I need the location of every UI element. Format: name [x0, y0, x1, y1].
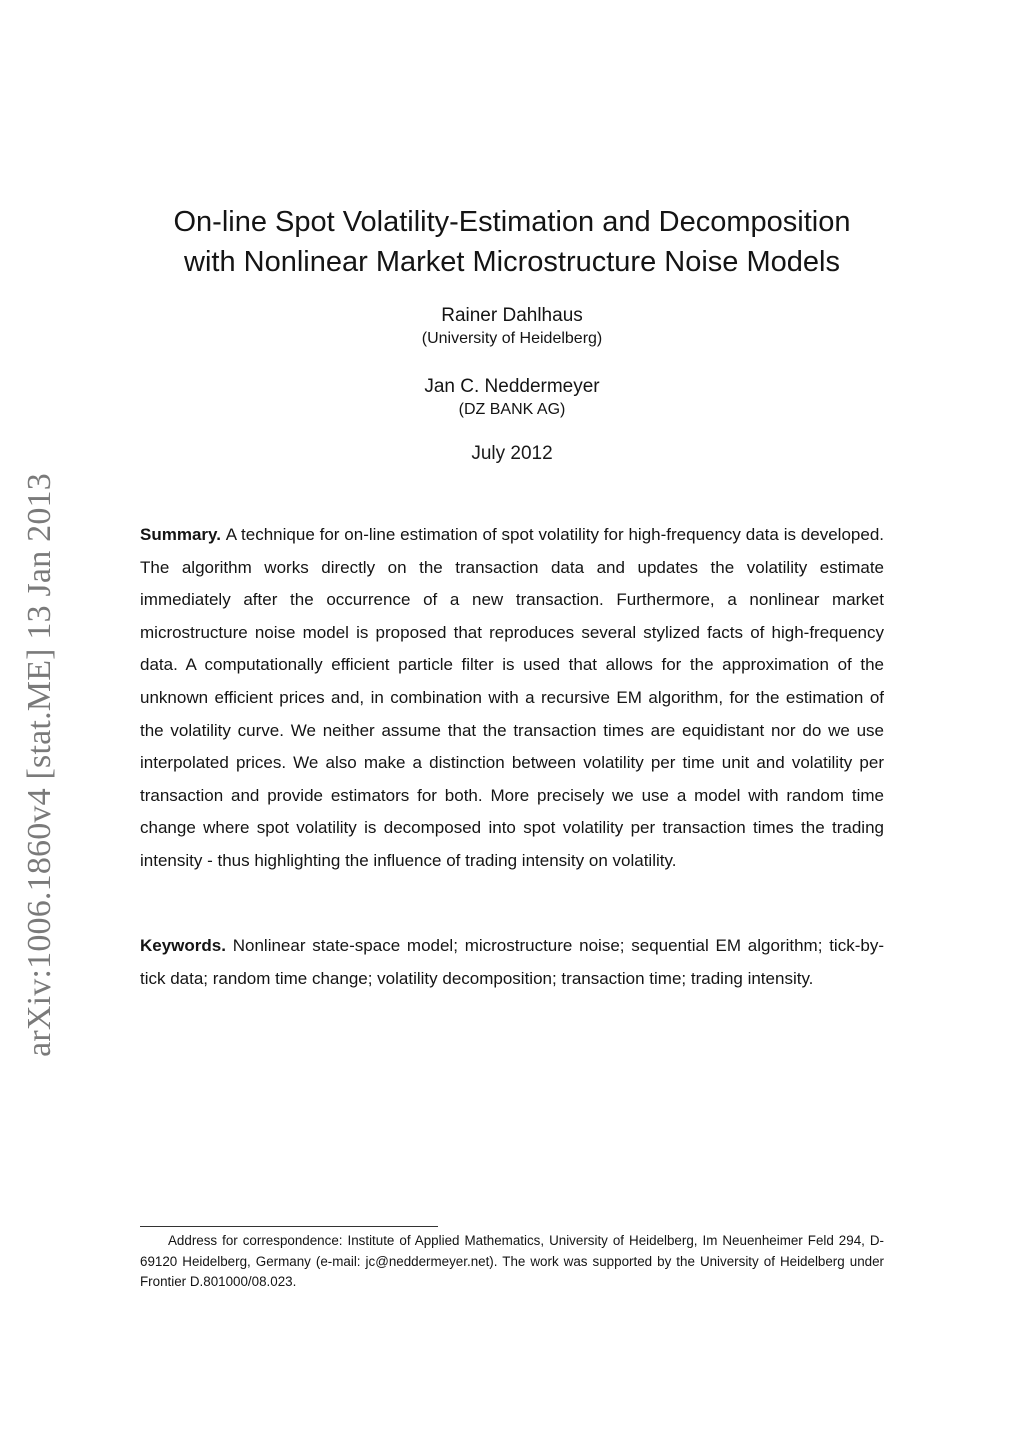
- footnote-divider: [140, 1226, 438, 1227]
- author-2-name: Jan C. Neddermeyer: [424, 376, 600, 397]
- author-2: [140, 375, 884, 421]
- publication-date: July 2012: [471, 443, 553, 464]
- author-1-affiliation: (University of Heidelberg): [421, 330, 603, 347]
- paper-title: [140, 202, 884, 282]
- author-1-name: Rainer Dahlhaus: [441, 305, 583, 326]
- author-2-affiliation: (DZ BANK AG): [458, 401, 566, 418]
- arxiv-identifier-stamp: arXiv:1006.1860v4 [stat.ME] 13 Jan 2013: [21, 473, 58, 1057]
- author-1: [140, 304, 884, 350]
- title-line-1: On-line Spot Volatility-Estimation and Decomposition: [173, 206, 851, 238]
- summary-text: A technique for on-line estimation of spot volatility for high-frequency data is developed. The algorithm works directly on the transaction data and updates the volatility estimate immediately after the occurrence of a new transaction. Furthermore, a nonlinear market microstructure noise model is proposed that reproduces several stylized facts of high-frequency data. A computationally efficient particle filter is used that allows for the approximation of the unknown efficient prices and, in combination with a recursive EM algorithm, for the estimation of the volatility curve. We neither assume that the transaction times are equidistant nor do we use interpolated prices. We also make a distinction between volatility per time unit and volatility per transaction and provide estimators for both. More precisely we use a model with random time change where spot volatility is decomposed into spot volatility per transaction times the trading intensity - thus highlighting the influence of trading intensity on volatility.: [140, 525, 884, 870]
- summary-paragraph: [140, 519, 884, 878]
- keywords-text: Nonlinear state-space model; microstructure noise; sequential EM algorithm; tick-by-tick data; random time change; volatility decomposition; transaction time; trading intensity.: [140, 936, 884, 988]
- keywords-label: Keywords.: [140, 936, 233, 955]
- footnote-correspondence: Address for correspondence: Institute of Applied Mathematics, University of Heidelberg, Im Neuenheimer Feld 294, D-69120 Heidelberg, Germany (e-mail: jc@neddermeyer.net). The work was supported by the University of Heidelberg under Frontier D.801000/08.023.: [140, 1233, 884, 1289]
- title-line-2: with Nonlinear Market Microstructure Noise Models: [184, 246, 840, 278]
- keywords-paragraph: [140, 930, 884, 995]
- summary-label: Summary.: [140, 525, 226, 544]
